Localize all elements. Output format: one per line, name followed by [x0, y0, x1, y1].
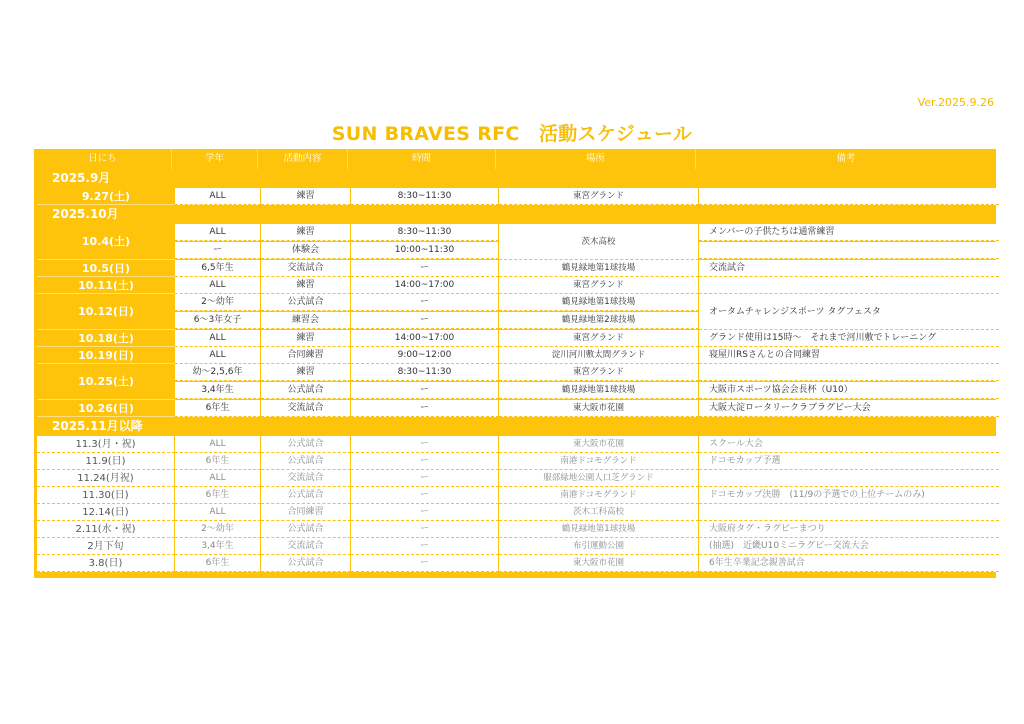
version-label: Ver.2025.9.26 [917, 96, 994, 109]
note-cell [699, 364, 999, 381]
note-cell: グランド使用は15時〜 それまで河川敷でトレーニング [699, 330, 999, 347]
date-cell: 10.19(日) [37, 347, 175, 364]
time-cell: 8:30~11:30 [351, 224, 499, 241]
table-row-group [37, 294, 993, 330]
place-cell: 布引運動公園 [499, 538, 699, 555]
table-row [37, 347, 993, 364]
activity-cell: 合同練習 [261, 347, 351, 364]
place-cell: 南港ドコモグランド [499, 453, 699, 470]
grade-cell: 幼〜2,5,6年 [175, 364, 261, 381]
date-cell: 2.11(水・祝) [37, 521, 175, 538]
time-cell: ー [351, 470, 499, 487]
date-cell: 10.4(土) [37, 224, 175, 260]
note-cell: オータムチャレンジスポーツ タグフェスタ [699, 294, 999, 330]
time-cell: ー [351, 504, 499, 521]
date-cell: 10.5(日) [37, 260, 175, 277]
place-cell: 茨木高校 [499, 224, 699, 260]
place-cell: 東大阪市花園 [499, 555, 699, 572]
grade-cell: 6年生 [175, 453, 261, 470]
table-row [37, 188, 993, 205]
date-cell: 3.8(日) [37, 555, 175, 572]
time-cell: ー [351, 260, 499, 277]
place-cell: 淀川河川敷太間グランド [499, 347, 699, 364]
table-row [37, 453, 993, 470]
note-cell: 大阪市スポーツ協会会長杯（U10） [699, 382, 999, 399]
table-row [37, 277, 993, 294]
month-heading: 2025.10月 [52, 207, 119, 221]
header-activity: 活動内容 [258, 149, 348, 169]
table-row [37, 260, 993, 277]
table-row [37, 400, 993, 417]
time-cell: 10:00~11:30 [351, 242, 499, 259]
activity-cell: 公式試合 [261, 436, 351, 453]
date-cell: 10.11(土) [37, 277, 175, 294]
note-cell: スクール大会 [699, 436, 999, 453]
table-row-group [37, 364, 993, 400]
date-cell: 11.24(月祝) [37, 470, 175, 487]
time-cell: 9:00~12:00 [351, 347, 499, 364]
note-cell: (抽選) 近畿U10ミニラグビー交流大会 [699, 538, 999, 555]
date-cell: 10.26(日) [37, 400, 175, 417]
time-cell: ー [351, 453, 499, 470]
activity-cell: 体験会 [261, 242, 351, 259]
activity-cell: 練習 [261, 224, 351, 241]
note-cell: ドコモカップ決勝 (11/9の予選での上位チームのみ) [699, 487, 999, 504]
grade-cell: ALL [175, 277, 261, 294]
grade-cell: ALL [175, 330, 261, 347]
note-cell: メンバーの子供たちは通常練習 [699, 224, 999, 241]
note-cell [699, 470, 999, 487]
note-cell: 寝屋川RSさんとの合同練習 [699, 347, 999, 364]
grade-cell: ALL [175, 470, 261, 487]
grade-cell: ALL [175, 188, 261, 205]
place-cell: 東宮グランド [499, 277, 699, 294]
grade-cell: 6年生 [175, 487, 261, 504]
note-cell: 6年生卒業記念親善試合 [699, 555, 999, 572]
note-cell [699, 242, 999, 259]
time-cell: ー [351, 538, 499, 555]
date-cell: 10.25(土) [37, 364, 175, 400]
table-row [37, 470, 993, 487]
activity-cell: 練習 [261, 364, 351, 381]
grade-cell: ALL [175, 224, 261, 241]
note-cell: 大阪府タグ・ラグビーまつり [699, 521, 999, 538]
month-heading: 2025.9月 [52, 171, 111, 185]
activity-cell: 公式試合 [261, 453, 351, 470]
schedule-table [34, 149, 996, 578]
grade-cell: 3,4年生 [175, 382, 261, 399]
date-cell: 10.12(日) [37, 294, 175, 330]
grade-cell: 6〜3年女子 [175, 312, 261, 329]
place-cell: 東宮グランド [499, 330, 699, 347]
activity-cell: 交流試合 [261, 470, 351, 487]
date-cell: 11.9(日) [37, 453, 175, 470]
time-cell: ー [351, 400, 499, 417]
date-cell: 12.14(日) [37, 504, 175, 521]
time-cell: 14:00~17:00 [351, 277, 499, 294]
time-cell: ー [351, 294, 499, 311]
grade-cell: 6年生 [175, 555, 261, 572]
place-cell: 東宮グランド [499, 364, 699, 381]
activity-cell: 公式試合 [261, 382, 351, 399]
grade-cell: ALL [175, 436, 261, 453]
activity-cell: 練習会 [261, 312, 351, 329]
header-time: 時間 [348, 149, 496, 169]
header-grade: 学年 [172, 149, 258, 169]
time-cell: ー [351, 382, 499, 399]
table-header [34, 149, 996, 169]
time-cell: ー [351, 521, 499, 538]
place-cell: 服部緑地公園人口芝グランド [499, 470, 699, 487]
table-row [37, 538, 993, 555]
activity-cell: 練習 [261, 330, 351, 347]
time-cell: 8:30~11:30 [351, 188, 499, 205]
header-date: 日にち [34, 149, 172, 169]
table-row [37, 504, 993, 521]
header-place: 場所 [496, 149, 696, 169]
activity-cell: 練習 [261, 188, 351, 205]
note-cell [699, 504, 999, 521]
grade-cell: 3,4年生 [175, 538, 261, 555]
grade-cell: ALL [175, 504, 261, 521]
note-cell [699, 277, 999, 294]
header-note: 備考 [836, 153, 856, 164]
date-cell: 2月下旬 [37, 538, 175, 555]
activity-cell: 公式試合 [261, 294, 351, 311]
activity-cell: 公式試合 [261, 487, 351, 504]
time-cell: ー [351, 487, 499, 504]
time-cell: ー [351, 436, 499, 453]
time-cell: ー [351, 312, 499, 329]
note-cell: 交流試合 [699, 260, 999, 277]
activity-cell: 練習 [261, 277, 351, 294]
place-cell: 東大阪市花園 [499, 400, 699, 417]
place-cell: 鶴見緑地第1球技場 [499, 260, 699, 277]
month-heading: 2025.11月以降 [52, 419, 143, 433]
activity-cell: 交流試合 [261, 538, 351, 555]
place-cell: 鶴見緑地第1球技場 [499, 382, 699, 399]
place-cell: 東宮グランド [499, 188, 699, 205]
table-row [37, 487, 993, 504]
time-cell: 8:30~11:30 [351, 364, 499, 381]
date-cell: 9.27(土) [37, 188, 175, 205]
grade-cell: ALL [175, 347, 261, 364]
table-bottom-border [34, 572, 996, 578]
grade-cell: 6年生 [175, 400, 261, 417]
note-cell: 大阪大淀ロータリークラブラグビー大会 [699, 400, 999, 417]
date-cell: 11.30(日) [37, 487, 175, 504]
grade-cell: ー [175, 242, 261, 259]
time-cell: 14:00~17:00 [351, 330, 499, 347]
place-cell: 鶴見緑地第2球技場 [499, 312, 699, 329]
activity-cell: 合同練習 [261, 504, 351, 521]
table-row [37, 555, 993, 572]
time-cell: ー [351, 555, 499, 572]
page-title: SUN BRAVES RFC 活動スケジュール [331, 123, 693, 145]
note-cell: ドコモカップ予選 [699, 453, 999, 470]
activity-cell: 公式試合 [261, 555, 351, 572]
table-row [37, 330, 993, 347]
date-cell: 10.18(土) [37, 330, 175, 347]
grade-cell: 2〜幼年 [175, 294, 261, 311]
grade-cell: 2〜幼年 [175, 521, 261, 538]
table-row [37, 436, 993, 453]
place-cell: 鶴見緑地第1球技場 [499, 294, 699, 311]
note-cell [699, 188, 999, 205]
date-cell: 11.3(月・祝) [37, 436, 175, 453]
place-cell: 茨木工科高校 [499, 504, 699, 521]
activity-cell: 公式試合 [261, 521, 351, 538]
table-row-group [37, 224, 993, 260]
place-cell: 南港ドコモグランド [499, 487, 699, 504]
grade-cell: 6,5年生 [175, 260, 261, 277]
table-row [37, 521, 993, 538]
activity-cell: 交流試合 [261, 260, 351, 277]
place-cell: 鶴見緑地第1球技場 [499, 521, 699, 538]
place-cell: 東大阪市花園 [499, 436, 699, 453]
activity-cell: 交流試合 [261, 400, 351, 417]
